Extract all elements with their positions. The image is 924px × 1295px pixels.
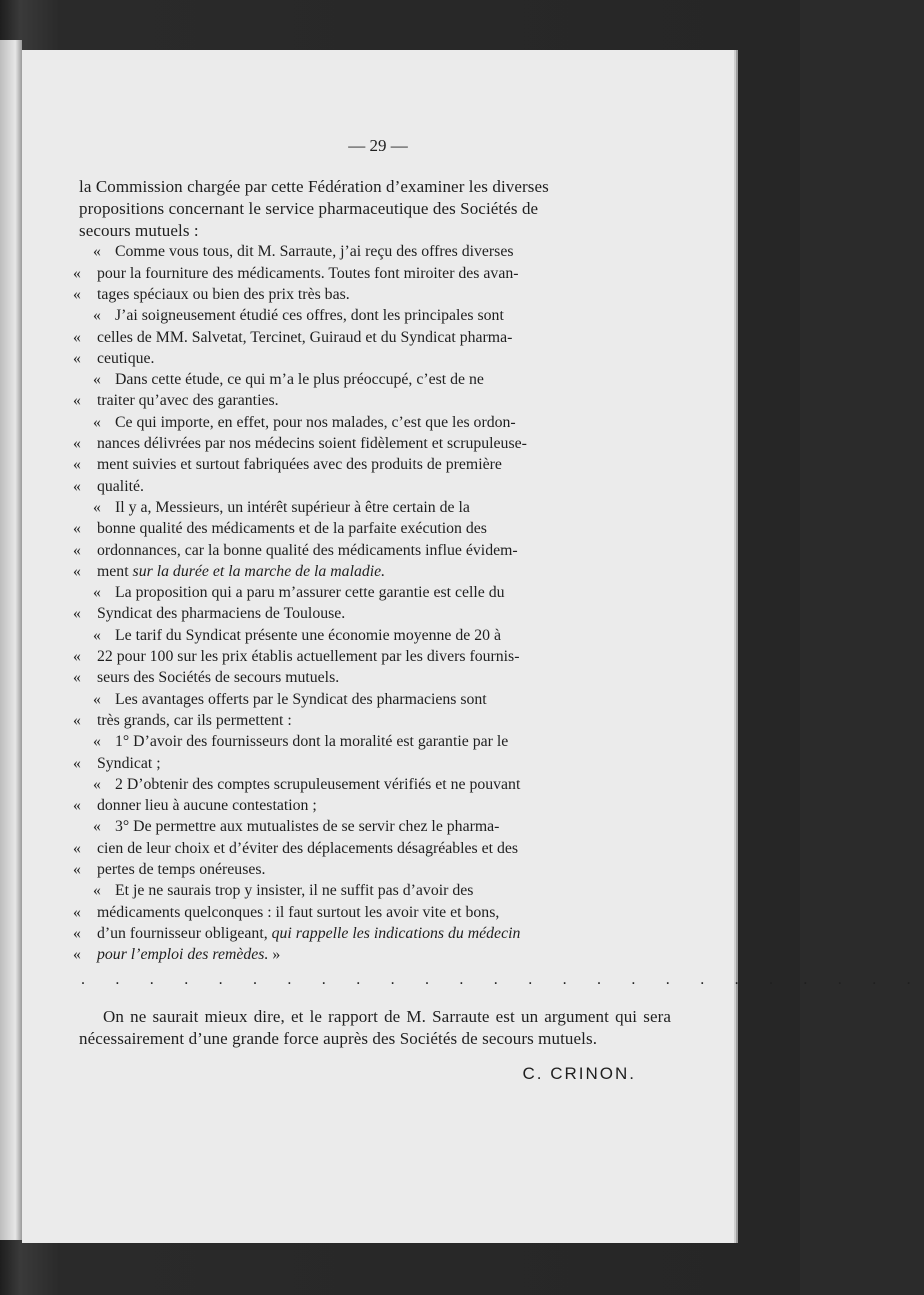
guillemet-mark: « bbox=[93, 584, 101, 602]
guillemet-mark: « bbox=[73, 648, 81, 666]
guillemet-mark: « bbox=[73, 328, 81, 346]
quote-line bbox=[73, 838, 671, 859]
quote-text: celles de MM. Salvetat, Tercinet, Guiraud et du Syndicat pharma- bbox=[97, 328, 513, 346]
guillemet-mark: « bbox=[93, 733, 101, 751]
guillemet-mark: « bbox=[73, 669, 81, 687]
quote-text: bonne qualité des médicaments et de la parfaite exécution des bbox=[97, 520, 487, 538]
quote-text: La proposition qui a paru m’assurer cette garantie est celle du bbox=[115, 584, 505, 602]
guillemet-mark: « bbox=[73, 861, 81, 878]
guillemet-mark: « bbox=[93, 413, 101, 431]
guillemet-mark: « bbox=[73, 754, 81, 772]
quote-text: 2 D’obtenir des comptes scrupuleusement vérifiés et ne pouvant bbox=[115, 775, 521, 793]
quote-line bbox=[73, 944, 671, 965]
guillemet-mark: « bbox=[73, 711, 81, 729]
quote-line bbox=[73, 710, 671, 731]
quote-line bbox=[79, 731, 671, 752]
guillemet-mark: « bbox=[93, 882, 101, 900]
quote-text: d’un fournisseur obligeant, bbox=[97, 924, 272, 942]
intro-line: secours mutuels : bbox=[79, 220, 199, 240]
guillemet-mark: « bbox=[93, 626, 101, 644]
intro-line: la Commission chargée par cette Fédération d’examiner les diverses bbox=[79, 177, 549, 196]
quote-line bbox=[79, 816, 671, 837]
quote-text: Les avantages offerts par le Syndicat des pharmaciens sont bbox=[115, 690, 487, 708]
guillemet-mark: « bbox=[93, 818, 101, 836]
guillemet-mark: « bbox=[73, 541, 81, 559]
previous-page-edge bbox=[0, 40, 22, 1240]
quote-line bbox=[73, 646, 671, 667]
quote-italic-text: pour l’emploi des remèdes. bbox=[97, 946, 269, 964]
quote-line bbox=[79, 497, 671, 518]
quote-text: ment bbox=[97, 562, 133, 580]
quote-text: Syndicat ; bbox=[97, 754, 161, 772]
guillemet-mark: « bbox=[93, 371, 101, 389]
quote-text: Dans cette étude, ce qui m’a le plus préoccupé, c’est de ne bbox=[115, 371, 484, 389]
guillemet-mark: « bbox=[73, 520, 81, 538]
quote-line bbox=[73, 859, 671, 880]
quotation-block bbox=[73, 241, 671, 965]
guillemet-mark: « bbox=[73, 946, 81, 964]
quote-line bbox=[79, 241, 671, 262]
quote-line bbox=[79, 625, 671, 646]
quote-text: nances délivrées par nos médecins soient fidèlement et scrupuleuse- bbox=[97, 435, 527, 453]
quote-text: ceutique. bbox=[97, 349, 155, 367]
quote-line bbox=[73, 348, 671, 369]
guillemet-mark: « bbox=[73, 797, 81, 815]
guillemet-mark: « bbox=[93, 690, 101, 708]
guillemet-mark: « bbox=[93, 307, 101, 325]
quote-text: Syndicat des pharmaciens de Toulouse. bbox=[97, 605, 346, 623]
quote-text: Et je ne saurais trop y insister, il ne suffit pas d’avoir des bbox=[115, 882, 474, 900]
quote-text: Il y a, Messieurs, un intérêt supérieur à être certain de la bbox=[115, 498, 470, 516]
quote-line bbox=[73, 561, 671, 582]
intro-paragraph bbox=[79, 176, 671, 241]
quote-text: 1° D’avoir des fournisseurs dont la moralité est garantie par le bbox=[115, 733, 509, 751]
guillemet-mark: « bbox=[93, 498, 101, 516]
intro-line: propositions concernant le service pharmaceutique des Sociétés de bbox=[79, 198, 539, 218]
quote-italic-text: qui rappelle les indications du médecin bbox=[271, 924, 521, 942]
quote-text: 3° De permettre aux mutualistes de se servir chez le pharma- bbox=[115, 818, 500, 836]
quote-line bbox=[73, 902, 671, 923]
guillemet-mark: « bbox=[73, 285, 81, 303]
quote-text: tages spéciaux ou bien des prix très bas. bbox=[97, 285, 350, 303]
guillemet-mark: « bbox=[73, 903, 81, 921]
guillemet-mark: « bbox=[73, 477, 81, 495]
quote-line bbox=[79, 689, 671, 710]
quote-text: pertes de temps onéreuses. bbox=[97, 861, 266, 878]
quote-line bbox=[73, 263, 671, 284]
guillemet-mark: « bbox=[73, 562, 81, 580]
quote-line bbox=[73, 518, 671, 539]
page-number: — 29 — bbox=[348, 136, 408, 155]
quote-line bbox=[73, 753, 671, 774]
quote-line bbox=[79, 305, 671, 326]
quote-line bbox=[79, 412, 671, 433]
quote-text: Ce qui importe, en effet, pour nos malades, c’est que les ordon- bbox=[115, 413, 516, 431]
quote-line bbox=[79, 582, 671, 603]
quote-text: traiter qu’avec des garanties. bbox=[97, 392, 279, 410]
quote-text: seurs des Sociétés de secours mutuels. bbox=[97, 669, 340, 687]
quote-text: Comme vous tous, dit M. Sarraute, j’ai reçu des offres diverses bbox=[115, 243, 514, 261]
quote-text: ment suivies et surtout fabriquées avec des produits de première bbox=[97, 456, 502, 474]
conclusion-paragraph: On ne saurait mieux dire, et le rapport de M. Sarraute est un argument qui sera nécessairement d’une grande force auprès des Sociétés de secours mutuels. bbox=[79, 1007, 671, 1049]
page-content bbox=[73, 176, 924, 1084]
quote-line bbox=[73, 667, 671, 688]
quote-line bbox=[79, 880, 671, 901]
quote-text: J’ai soigneusement étudié ces offres, dont les principales sont bbox=[115, 307, 504, 325]
guillemet-mark: « bbox=[73, 605, 81, 623]
guillemet-mark: « bbox=[73, 924, 81, 942]
quote-line bbox=[73, 390, 671, 411]
author-signature: C. CRINON. bbox=[522, 1064, 636, 1084]
book-page bbox=[22, 50, 924, 1243]
quote-text: 22 pour 100 sur les prix établis actuellement par les divers fournis- bbox=[97, 648, 520, 666]
quote-line bbox=[73, 327, 671, 348]
quote-line bbox=[73, 454, 671, 475]
quote-text: médicaments quelconques : il faut surtout les avoir vite et bons, bbox=[97, 903, 500, 921]
quote-text: ordonnances, car la bonne qualité des médicaments influe évidem- bbox=[97, 541, 518, 559]
quote-line bbox=[73, 433, 671, 454]
guillemet-mark: « bbox=[73, 264, 81, 282]
guillemet-mark: « bbox=[73, 839, 81, 857]
quote-line bbox=[79, 369, 671, 390]
quote-line bbox=[73, 284, 671, 305]
closing-guillemet: » bbox=[268, 946, 281, 964]
guillemet-mark: « bbox=[73, 456, 81, 474]
guillemet-mark: « bbox=[73, 435, 81, 453]
ellipsis-dots: . . . . . . . . . . . . . . . . . . . . . . . . . bbox=[81, 971, 924, 989]
guillemet-mark: « bbox=[93, 775, 101, 793]
guillemet-mark: « bbox=[93, 243, 101, 261]
quote-line bbox=[73, 923, 671, 944]
quote-line bbox=[73, 603, 671, 624]
quote-text: très grands, car ils permettent : bbox=[97, 711, 292, 729]
guillemet-mark: « bbox=[73, 349, 81, 367]
quote-text: donner lieu à aucune contestation ; bbox=[97, 797, 317, 815]
quote-line bbox=[79, 774, 671, 795]
quote-text: qualité. bbox=[97, 477, 144, 495]
quote-italic-text: sur la durée et la marche de la maladie. bbox=[132, 562, 386, 580]
quote-text: Le tarif du Syndicat présente une économie moyenne de 20 à bbox=[115, 626, 502, 644]
quote-line bbox=[73, 540, 671, 561]
quote-text: cien de leur choix et d’éviter des déplacements désagréables et des bbox=[97, 839, 519, 857]
quote-text: pour la fourniture des médicaments. Toutes font miroiter des avan- bbox=[97, 264, 519, 282]
quote-line bbox=[73, 795, 671, 816]
quote-line bbox=[73, 476, 671, 497]
guillemet-mark: « bbox=[73, 392, 81, 410]
